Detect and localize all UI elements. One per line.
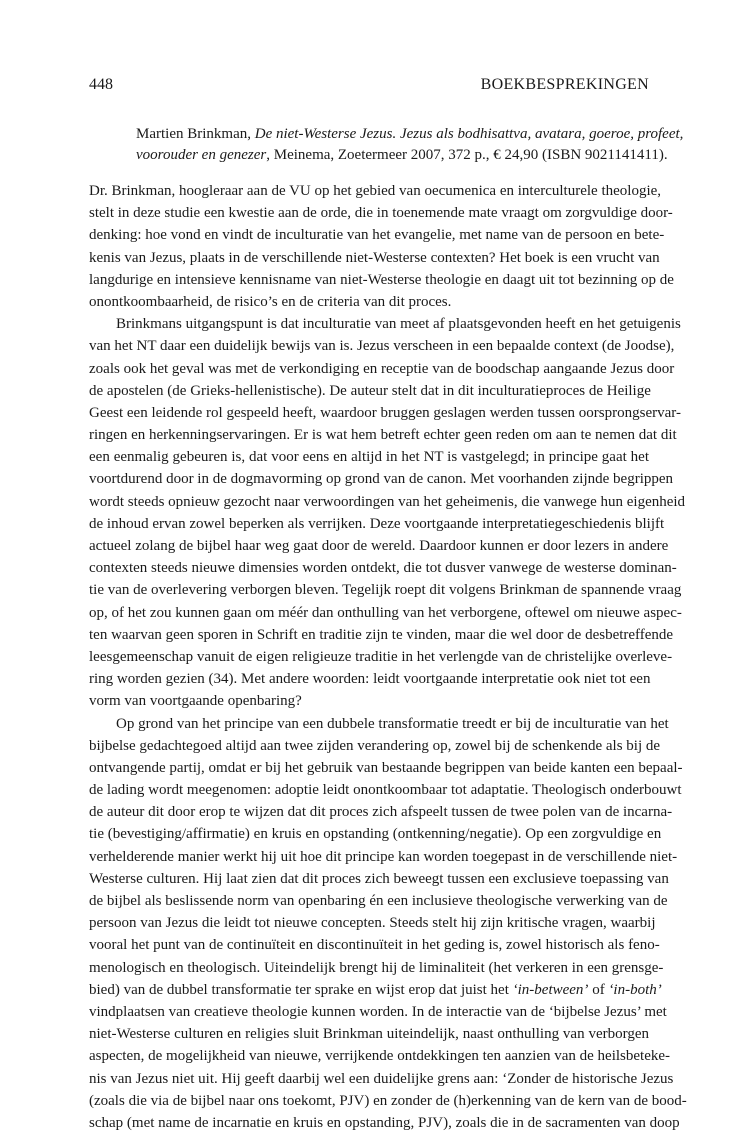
text-run: wordt steeds opnieuw gezocht naar verwoordingen van het geheimenis, die vanwege hun eigenheid — [89, 493, 686, 510]
text-run: , Meinema, Zoetermeer 2007, 372 p., € 24,90 (ISBN 9021141411). — [266, 147, 668, 163]
text-run: Martien Brinkman, — [136, 126, 255, 142]
body-line — [89, 513, 665, 535]
italic-text: De niet-Westerse Jezus. Jezus als bodhisattva, avatara, goeroe, profeet, — [254, 126, 684, 142]
text-run: leesgemeenschap vanuit de eigen religieuze traditie in het verlengde van de christelijke overleve- — [89, 648, 673, 665]
text-run: ontvangende partij, omdat er bij het gebruik van bestaande begrippen van beide kanten een bepaal- — [89, 759, 683, 776]
text-run: kenis van Jezus, plaats in de verschillende niet-Westerse contexten? Het boek is een vrucht van — [89, 249, 660, 266]
body-line — [89, 690, 649, 712]
text-run: bied) van de dubbel transformatie ter sprake en wijst erop dat juist het — [89, 981, 513, 998]
text-run: ring worden gezien (34). Met andere woorden: leidt voortgaande interpretatie ook niet tot een — [89, 671, 651, 688]
body-line — [89, 1001, 667, 1023]
italic-text: ‘in-between’ — [512, 981, 589, 998]
body-line — [89, 358, 675, 380]
text-run: bijbelse gedachtegoed altijd aan twee zijden verandering op, zowel bij de schenkende als bij de — [89, 737, 661, 754]
body-line — [89, 1068, 674, 1090]
body-line — [89, 823, 662, 845]
text-run: zoals ook het geval was met de verkondiging en receptie van de boodschap aangaande Jezus door — [89, 360, 675, 377]
text-run: verhelderende manier werkt hij uit hoe dit principe kan worden toegepast in de verschillende niet- — [89, 848, 678, 865]
body-line — [89, 624, 674, 646]
text-run: persoon van Jezus die leidt tot nieuwe concepten. Steeds stelt hij zijn kritische vragen, waarbij — [89, 915, 656, 932]
body-line — [89, 446, 649, 468]
body-line — [89, 202, 673, 224]
body-line — [89, 1023, 649, 1045]
text-run: Dr. Brinkman, hoogleraar aan de VU op het gebied van oecumenica en interculturele theologie, — [89, 183, 662, 199]
body-line — [89, 335, 675, 357]
text-run: stelt in deze studie een kwestie aan de orde, die in toenemende mate vraagt om zorgvuldige door- — [89, 205, 673, 222]
text-run: Geest een leidende rol gespeeld heeft, waardoor bruggen geslagen werden tussen oorsprongservar- — [89, 404, 681, 421]
running-title: BOEKBESPREKINGEN — [480, 76, 649, 93]
body-line — [89, 957, 664, 979]
text-run: tie van de overlevering verborgen bleven. Tegelijk roept dit volgens Brinkman de spannende vraag — [89, 582, 682, 599]
body-line — [89, 247, 660, 269]
body-line — [89, 269, 674, 291]
text-run: of — [588, 981, 609, 998]
text-run: ten waarvan geen sporen in Schrift en traditie zijn te vinden, maar die wel door de desbetreffende — [89, 626, 674, 643]
body-line — [89, 180, 662, 202]
text-run: een eenmalig gebeuren is, dat voor eens en altijd in het NT is vastgelegd; in principe gaat het — [89, 449, 649, 466]
text-run: nis van Jezus niet uit. Hij geeft daarbij wel een duidelijke grens aan: ‘Zonder de historische Jezus — [89, 1070, 674, 1087]
text-run: tie (bevestiging/affirmatie) en kruis en opstanding (ontkenning/negatie). Op een zorgvuldige en — [89, 826, 662, 843]
body-line — [89, 468, 674, 490]
citation-line — [136, 124, 684, 145]
body-line — [89, 713, 669, 735]
body-line — [89, 557, 677, 579]
body-line — [89, 801, 673, 823]
page-header — [89, 76, 649, 98]
text-run: voortdurend door in de dogmavorming op grond van de canon. Met voorhanden zijnde begrippen — [89, 471, 674, 488]
text-run: aspecten, de mogelijkheid van nieuwe, verrijkende ontdekkingen ten aanzien van de heilsbeteke- — [89, 1048, 671, 1065]
citation-line — [136, 145, 668, 166]
body-line — [89, 868, 669, 890]
text-run: de auteur dit door erop te wijzen dat dit proces zich afspeelt tussen de twee polen van de incarna- — [89, 804, 673, 821]
body-line — [89, 646, 673, 668]
body-line — [89, 757, 683, 779]
italic-text: voorouder en genezer — [136, 147, 267, 163]
body-line — [89, 402, 681, 424]
body-line — [89, 491, 686, 513]
text-run: denking: hoe vond en vindt de inculturatie van het evangelie, met name van de persoon en bete- — [89, 227, 665, 244]
text-run: Brinkmans uitgangspunt is dat inculturatie van meet af plaatsgevonden heeft en het getuigenis — [116, 316, 681, 333]
italic-text: ‘in-both’ — [608, 981, 662, 998]
text-run: van het NT daar een duidelijk bewijs van is. Jezus verscheen in een bepaalde context (de Joodse), — [89, 338, 675, 355]
text-run: schap (met name de incarnatie en kruis en opstanding, PJV), zoals die in de sacramenten van doop — [89, 1114, 680, 1131]
body-line — [89, 668, 649, 690]
body-line — [89, 912, 656, 934]
text-run: de lading wordt meegenomen: adoptie leidt onontkoombaar tot adaptatie. Theologisch onderbouwt — [89, 782, 682, 799]
body-line — [89, 846, 678, 868]
body-line — [89, 380, 649, 402]
text-run: Op grond van het principe van een dubbele transformatie treedt er bij de inculturatie van het — [116, 715, 669, 732]
body-line — [89, 1045, 671, 1067]
body-line — [89, 979, 662, 1001]
text-run: Westerse culturen. Hij laat zien dat dit proces zich beweegt tussen een exclusieve toepassing van — [89, 870, 669, 887]
text-run: contexten steeds nieuwe dimensies worden ontdekt, die tot dusver vanwege de westerse dominan- — [89, 560, 677, 577]
body-line — [89, 313, 681, 335]
text-run: actueel zolang de bijbel haar weg gaat door de wereld. Daardoor kunnen er door lezers in andere — [89, 538, 669, 554]
text-run: niet-Westerse culturen en religies sluit Brinkman uiteindelijk, naast onthulling van verborgen — [89, 1026, 649, 1043]
body-line — [89, 535, 669, 557]
page-number: 448 — [89, 76, 113, 93]
text-run: onontkoombaarheid, de risico’s en de criteria van dit proces. — [89, 293, 452, 310]
book-citation — [136, 124, 684, 166]
body-line — [89, 779, 682, 801]
body-line — [89, 602, 682, 624]
review-body — [89, 180, 687, 1134]
text-run: (zoals die via de bijbel naar ons toekomt, PJV) en zonder de (h)erkenning van de kern van de bood- — [89, 1092, 687, 1109]
text-run: ringen en herkenningservaringen. Er is wat hem betreft echter geen reden om aan te nemen dat dit — [89, 427, 677, 444]
body-line — [89, 424, 677, 446]
text-run: op, of het zou kunnen gaan om méér dan onthulling van het verborgene, oftewel om nieuwe aspec- — [89, 604, 682, 621]
body-line — [89, 1090, 687, 1112]
text-run: vooral het punt van de continuïteit en discontinuïteit in het geding is, zowel historisch als feno- — [89, 937, 660, 954]
body-line — [89, 735, 661, 757]
body-line — [89, 291, 649, 313]
text-run: de apostelen (de Grieks-hellenistische). De auteur stelt dat in dit inculturatieproces de Heilige — [89, 382, 651, 399]
body-line — [89, 579, 682, 601]
body-line — [89, 224, 665, 246]
text-run: vindplaatsen van creatieve theologie kunnen worden. In de interactie van de ‘bijbelse Jezus’ met — [89, 1003, 667, 1020]
text-run: langdurige en intensieve kennisname van niet-Westerse theologie en daagt uit tot bezinning op de — [89, 271, 674, 288]
body-line — [89, 890, 668, 912]
text-run: menologisch en theologisch. Uiteindelijk brengt hij de liminaliteit (het verkeren in een grensge- — [89, 959, 664, 976]
text-run: de bijbel als beslissende norm van openbaring én een inclusieve theologische verwerking van de — [89, 893, 668, 909]
body-line — [89, 1112, 680, 1134]
body-line — [89, 934, 660, 956]
text-run: de inhoud ervan zowel beperken als verrijken. Deze voortgaande interpretatiegeschiedenis blijft — [89, 515, 665, 532]
text-run: vorm van voortgaande openbaring? — [89, 693, 302, 710]
